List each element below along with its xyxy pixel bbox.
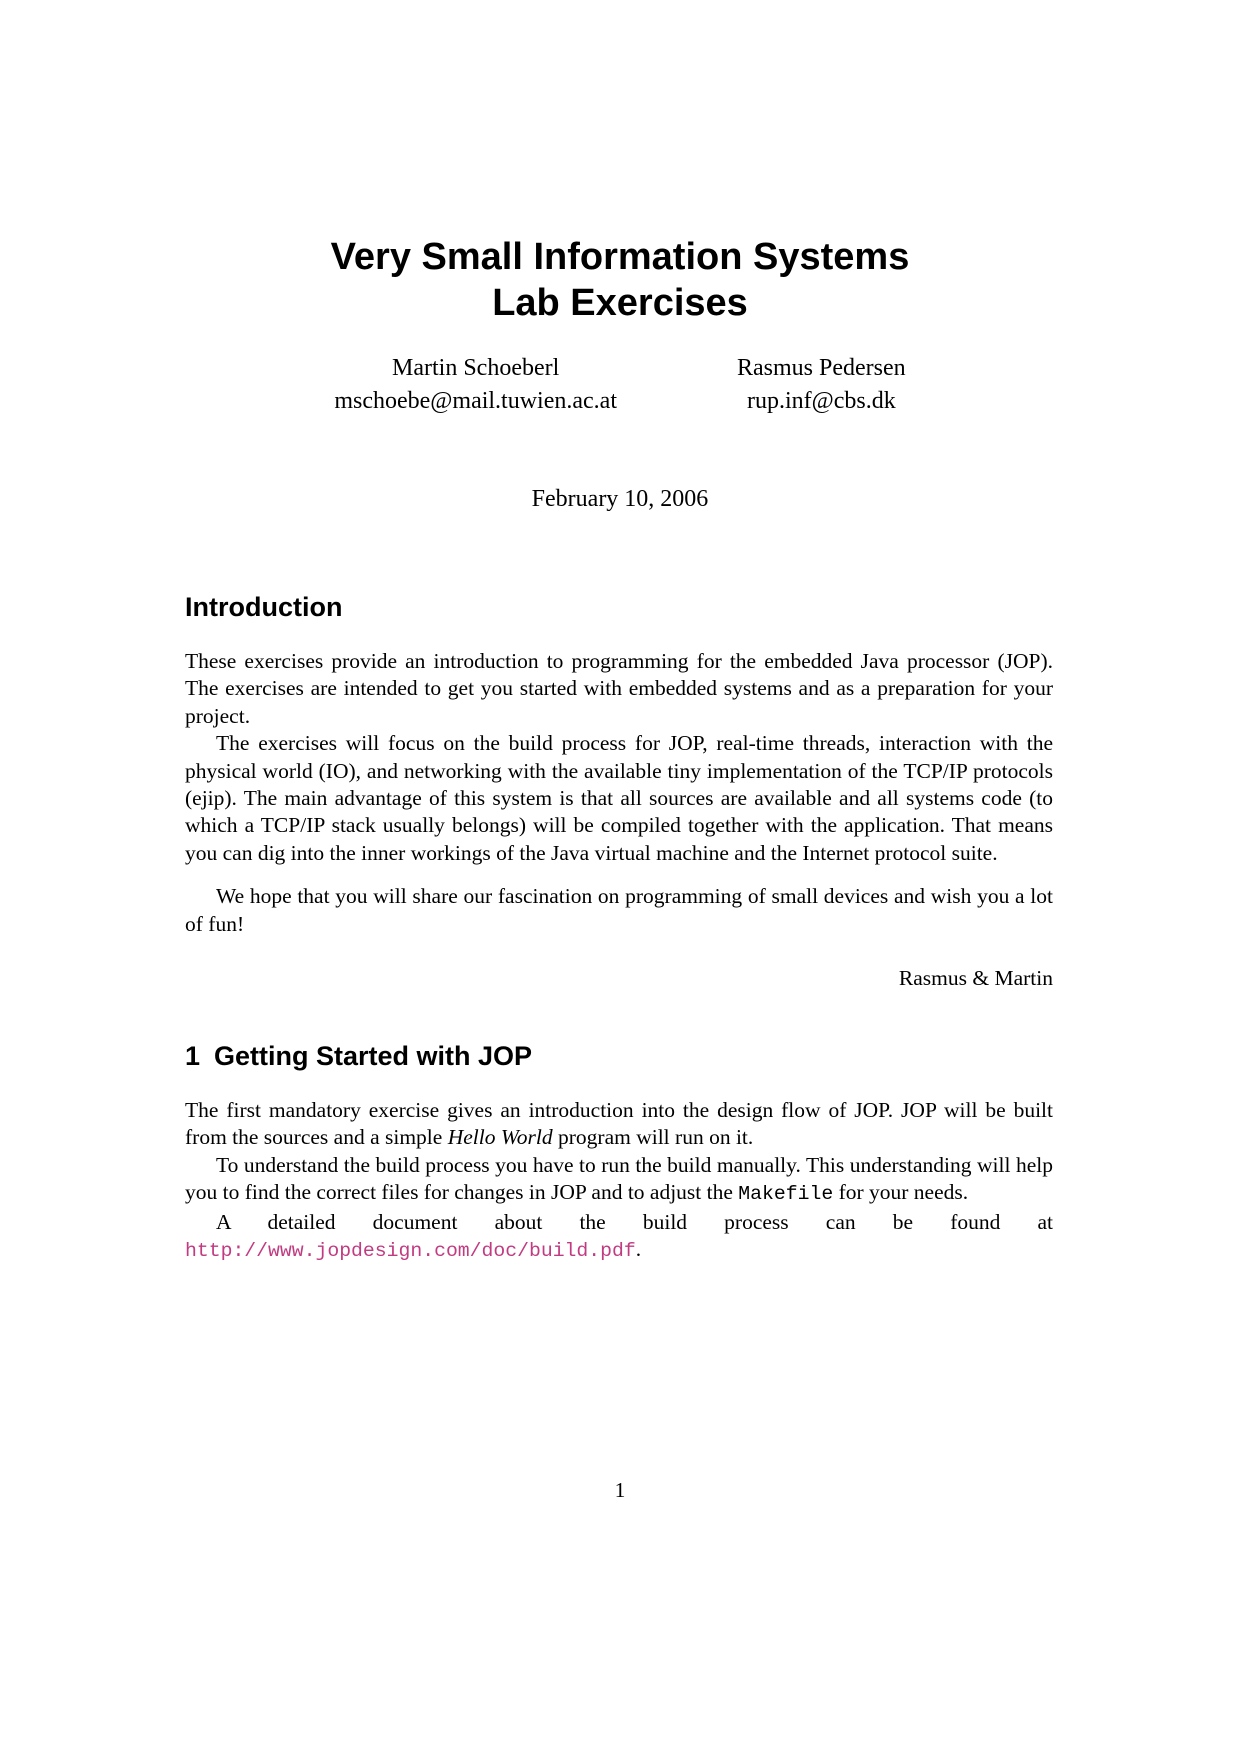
paragraph-text: program will run on it. — [552, 1125, 754, 1150]
build-doc-url-link[interactable]: http://www.jopdesign.com/doc/build.pdf — [185, 1240, 636, 1263]
introduction-paragraph-1: These exercises provide an introduction to programming for the embedded Java processor (JOP). The exercises are intended to get you started with embedded systems and as a preparation for your project. — [185, 649, 1053, 728]
author-2-email: rup.inf@cbs.dk — [746, 388, 896, 414]
author-1-email: mschoebe@mail.tuwien.ac.at — [334, 388, 617, 414]
author-1-name: Martin Schoeberl — [392, 355, 560, 381]
author-2 — [737, 352, 906, 418]
document-title — [0, 234, 1240, 326]
paragraph-text: The first mandatory exercise gives an introduction into the design flow of JOP. JOP will be built from the sources and a simple — [185, 1098, 1053, 1150]
italic-phrase-hello-world: Hello World — [447, 1125, 553, 1150]
paragraph-text: for your needs. — [833, 1180, 969, 1205]
paragraph-text: To understand the build process you have to run the build manually. This understanding will help you to find the correct files for changes in JOP and to adjust the — [185, 1152, 1053, 1205]
author-1 — [334, 352, 617, 418]
section-1-paragraph-1 — [185, 1097, 1053, 1152]
authors-block — [0, 352, 1240, 418]
introduction-paragraph-2: The exercises will focus on the build process for JOP, real-time threads, interaction with the physical world (IO), and networking with the available tiny implementation of the TCP/IP protocols (ejip). The main advantage of this system is that all sources are available and all systems code (to which a TCP/IP stack usually belongs) will be compiled together with the application. That means you can dig into the inner workings of the Java virtual machine and the Internet protocol suite. — [185, 731, 1053, 865]
page-number: 1 — [614, 1478, 626, 1502]
author-2-name: Rasmus Pedersen — [737, 355, 906, 381]
paragraph-text: . — [635, 1237, 642, 1262]
signature: Rasmus & Martin — [898, 966, 1053, 991]
section-1-paragraph-2 — [185, 1152, 1053, 1209]
document-date: February 10, 2006 — [531, 486, 709, 512]
section-1-title: Getting Started with JOP — [214, 1041, 533, 1072]
title-line-2: Lab Exercises — [492, 282, 748, 324]
document-body — [185, 592, 1053, 1266]
section-1-paragraph-3 — [185, 1209, 1053, 1266]
introduction-heading: Introduction — [185, 592, 343, 622]
section-1-heading — [185, 1041, 1053, 1071]
introduction-paragraph-3: We hope that you will share our fascination on programming of small devices and wish you a lot of fun! — [185, 884, 1053, 936]
inline-code-makefile: Makefile — [738, 1183, 834, 1206]
section-1-number: 1 — [185, 1041, 201, 1072]
paragraph-text: A detailed document about the build process can be found at — [216, 1209, 1053, 1234]
title-line-1: Very Small Information Systems — [330, 236, 910, 278]
